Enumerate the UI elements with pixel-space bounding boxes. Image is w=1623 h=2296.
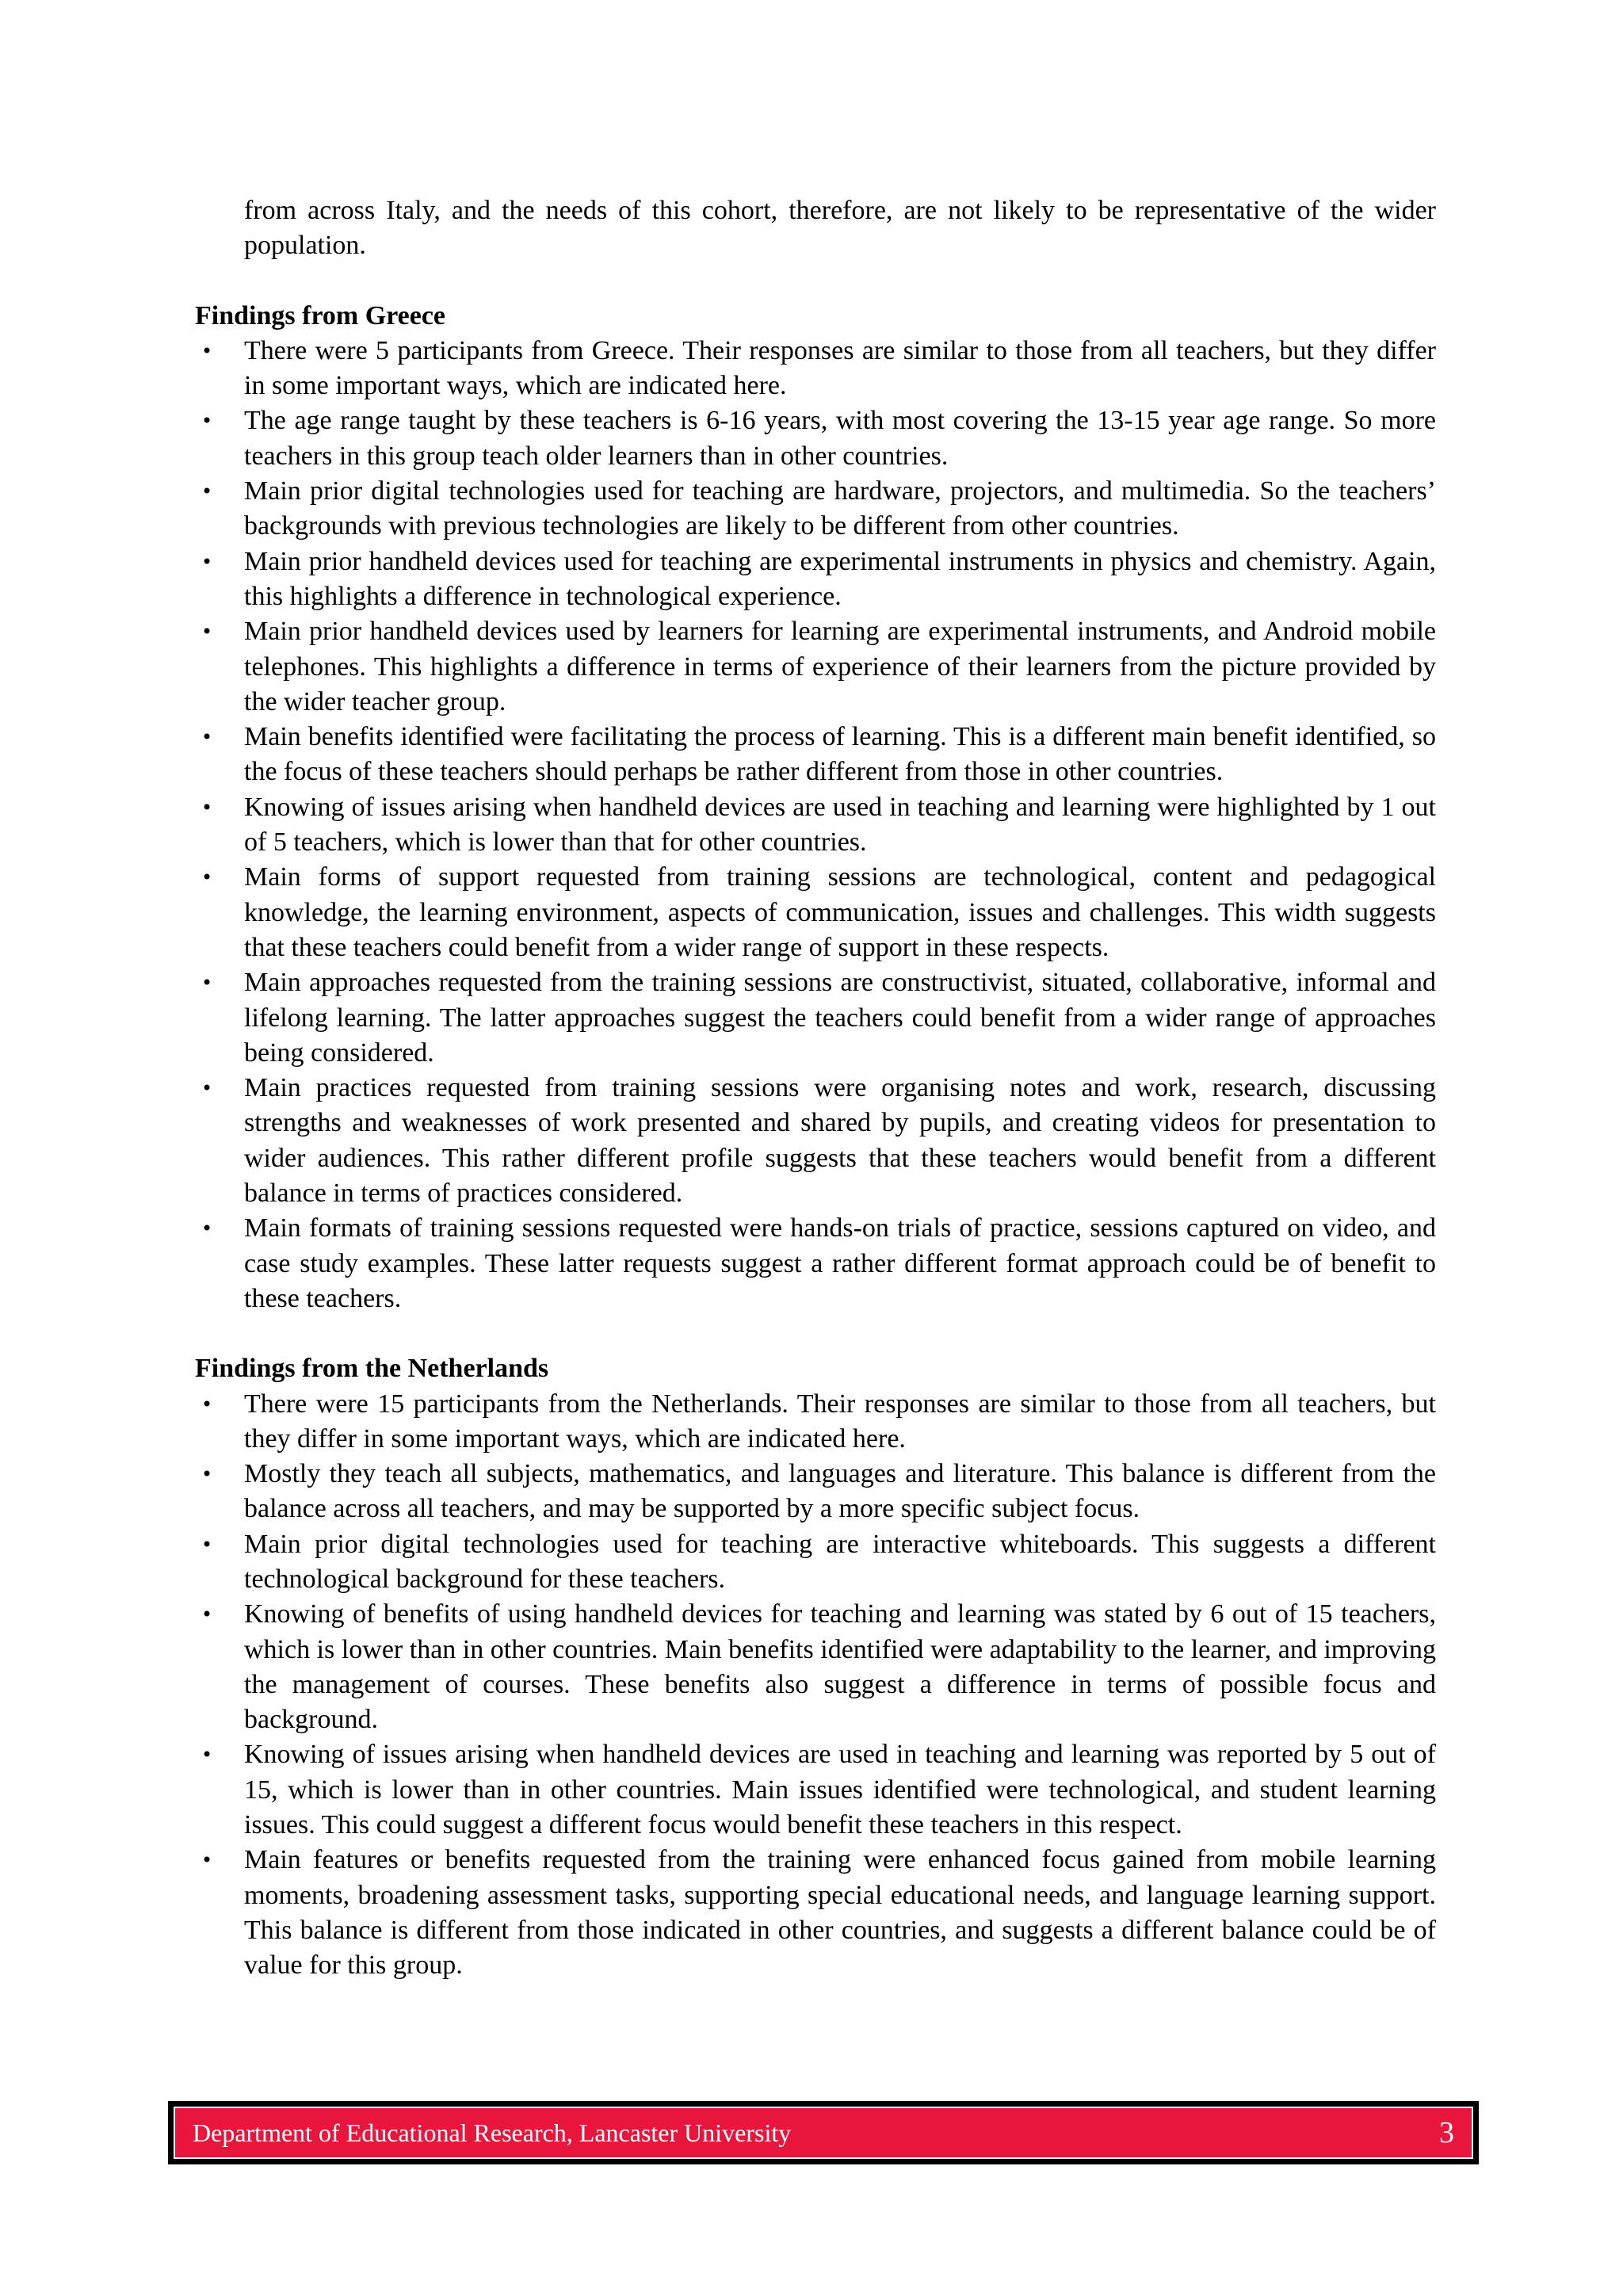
footer-banner [174, 2107, 1473, 2159]
list-item: • Main forms of support requested from training sessions are technological, content and pedagogical knowledge, the learning environment, aspects of communication, issues and challenges. This width suggests that these teachers could benefit from a wider range of support in these respects. [195, 860, 1436, 965]
bullet-icon: • [201, 550, 213, 573]
section-netherlands [195, 1351, 1436, 1983]
list-item: • Main features or benefits requested from the training were enhanced focus gained from mobile learning moments, broadening assessment tasks, supporting special educational needs, and language learning support. This balance is different from those indicated in other countries, and suggests a different balance could be of value for this group. [195, 1843, 1436, 1983]
list-item: • Knowing of issues arising when handheld devices are used in teaching and learning was reported by 5 out of 15, which is lower than in other countries. Main issues identified were technological, and student learning issues. This could suggest a different focus would benefit these teachers in this respect. [195, 1737, 1436, 1843]
bullet-icon: • [201, 1603, 213, 1626]
list-item: • There were 15 participants from the Netherlands. Their responses are similar to those from all teachers, but they differ in some important ways, which are indicated here. [195, 1387, 1436, 1457]
list-item: • Main prior digital technologies used for teaching are interactive whiteboards. This suggests a different technological background for these teachers. [195, 1527, 1436, 1598]
bullet-list [195, 334, 1436, 1316]
section-greece [195, 299, 1436, 1317]
bullet-icon: • [201, 1533, 213, 1556]
list-item: • Main prior digital technologies used for teaching are hardware, projectors, and multimedia. So the teachers’ backgrounds with previous technologies are likely to be different from other countries. [195, 474, 1436, 544]
page-number: 3 [1439, 2116, 1454, 2149]
bullet-icon: • [201, 621, 213, 644]
list-item: • Mostly they teach all subjects, mathematics, and languages and literature. This balance is different from the balance across all teachers, and may be supported by a more specific subject focus. [195, 1457, 1436, 1527]
bullet-icon: • [201, 1849, 213, 1872]
bullet-icon: • [201, 1077, 213, 1100]
list-item: • Knowing of issues arising when handheld devices are used in teaching and learning were highlighted by 1 out of 5 teachers, which is lower than that for other countries. [195, 790, 1436, 861]
list-item: • There were 5 participants from Greece. Their responses are similar to those from all teachers, but they differ in some important ways, which are indicated here. [195, 334, 1436, 404]
list-item: • Main prior handheld devices used for teaching are experimental instruments in physics and chemistry. Again, this highlights a difference in technological experience. [195, 544, 1436, 615]
list-item: • Main benefits identified were facilitating the process of learning. This is a different main benefit identified, so the focus of these teachers should perhaps be rather different from those in other countries. [195, 720, 1436, 790]
bullet-icon: • [201, 1744, 213, 1767]
bullet-icon: • [201, 1217, 213, 1240]
bullet-icon: • [201, 410, 213, 433]
bullet-icon: • [201, 480, 213, 503]
list-item: • Main formats of training sessions requested were hands-on trials of practice, sessions captured on video, and case study examples. These latter requests suggest a rather different format approach could be of benefit to these teachers. [195, 1211, 1436, 1316]
bullet-list [195, 1387, 1436, 1984]
bullet-icon: • [201, 972, 213, 995]
list-item: • Knowing of benefits of using handheld devices for teaching and learning was stated by 6 out of 15 teachers, which is lower than in other countries. Main benefits identified were adaptability to the learner, and improving the management of courses. These benefits also suggest a difference in terms of possible focus and background. [195, 1597, 1436, 1737]
page-footer [168, 2101, 1479, 2164]
bullet-icon: • [201, 726, 213, 749]
section-heading: Findings from the Netherlands [195, 1354, 549, 1384]
list-item: • Main approaches requested from the training sessions are constructivist, situated, collaborative, informal and lifelong learning. The latter approaches suggest the teachers could benefit from a wider range of approaches being considered. [195, 965, 1436, 1071]
bullet-icon: • [201, 1392, 213, 1415]
document-body [195, 193, 1436, 1984]
list-item: • Main practices requested from training sessions were organising notes and work, research, discussing strengths and weaknesses of work presented and shared by pupils, and creating videos for presentation to wider audiences. This rather different profile suggests that these teachers would benefit from a different balance in terms of practices considered. [195, 1071, 1436, 1211]
section-heading: Findings from Greece [195, 300, 446, 330]
intro-paragraph: from across Italy, and the needs of this cohort, therefore, are not likely to be representative of the wider population. [244, 196, 1436, 261]
bullet-icon: • [201, 796, 213, 819]
bullet-icon: • [201, 866, 213, 889]
bullet-icon: • [201, 1463, 213, 1486]
list-item: • The age range taught by these teachers is 6-16 years, with most covering the 13-15 year age range. So more teachers in this group teach older learners than in other countries. [195, 403, 1436, 474]
bullet-icon: • [201, 339, 213, 362]
footer-institution: Department of Educational Research, Lancaster University [193, 2118, 792, 2147]
list-item: • Main prior handheld devices used by learners for learning are experimental instruments, and Android mobile telephones. This highlights a difference in terms of experience of their learners from the picture provided by the wider teacher group. [195, 614, 1436, 720]
